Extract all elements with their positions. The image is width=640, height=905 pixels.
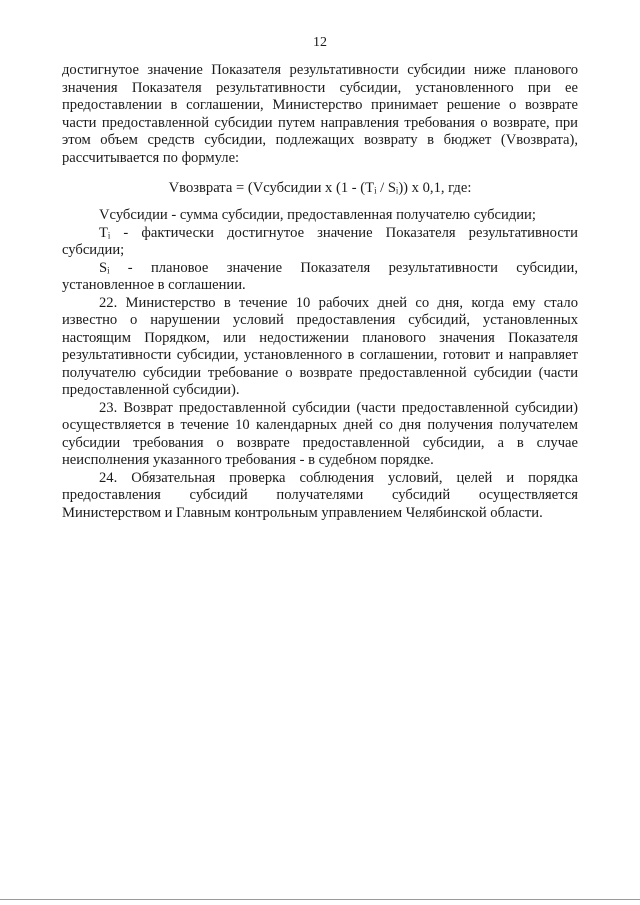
definition-v-subsidy: Vсубсидии - сумма субсидии, предоставленная получателю субсидии; bbox=[99, 207, 536, 223]
paragraph-23: 23. Возврат предоставленной субсидии (части предоставленной субсидии) осуществляется в течение 10 календарных дней со дня получения получателем субсидии требования о возврате предоставленной субсидии, а в случае неисполнения указанного требования - в судебном порядке. bbox=[62, 399, 578, 468]
scan-bottom-edge bbox=[0, 899, 640, 900]
paragraph-continuation: достигнутое значение Показателя результативности субсидии ниже планового значения Показателя результативности субсидии, установленного при ее предоставлении в соглашении, Министерство принимает решение о возврате части предоставленной субсидии путем направления требования о возврате, при этом объем средств субсидии, подлежащих возврату в бюджет (Vвозврата), рассчитывается по формуле: bbox=[62, 62, 578, 166]
paragraph-22: 22. Министерство в течение 10 рабочих дней со дня, когда ему стало известно о нарушении условий предоставления субсидий, установленных настоящим Порядком, или недостижении планового значения Показателя результативности субсидии, установленного в соглашении, готовит и направляет получателю субсидии требование о возврате предоставленной субсидии (части предоставленной субсидии). bbox=[62, 294, 578, 398]
document-body bbox=[62, 62, 578, 522]
paragraph-24: 24. Обязательная проверка соблюдения условий, целей и порядка предоставления субсидий получателями субсидий осуществляется Министерством и Главным контрольным управлением Челябинской области. bbox=[62, 469, 578, 521]
page-number: 12 bbox=[313, 35, 327, 50]
definition-t-actual: Tᵢ - фактически достигнутое значение Показателя результативности субсидии; bbox=[62, 224, 578, 258]
definition-s-planned: Sᵢ - плановое значение Показателя результативности субсидии, установленное в соглашении. bbox=[62, 259, 578, 293]
refund-formula: Vвозврата = (Vсубсидии х (1 - (Tᵢ / Sᵢ)) х 0,1, где: bbox=[168, 180, 472, 196]
